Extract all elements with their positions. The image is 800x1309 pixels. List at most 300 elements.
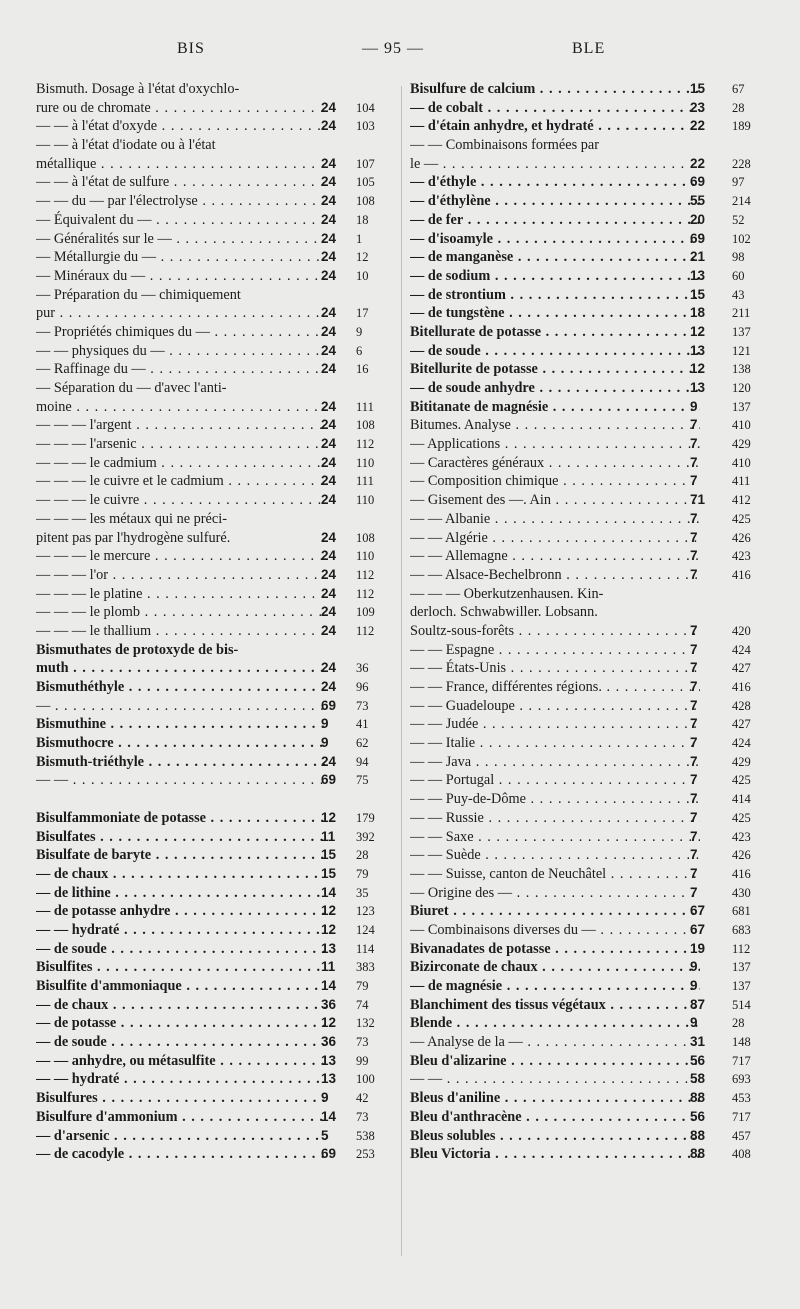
volume-number: 7 [690, 884, 698, 900]
volume-number: 24 [321, 454, 337, 470]
volume-number: 7 [690, 679, 698, 694]
index-entry [410, 1052, 770, 1071]
page-reference: 10 [356, 268, 369, 283]
entry-text: — Origine des — . . . [410, 884, 700, 903]
index-entry [36, 715, 396, 734]
volume-number: 13 [321, 940, 337, 956]
index-entry [36, 846, 396, 865]
page-header [0, 40, 800, 64]
volume-number: 7 [690, 622, 698, 638]
entry-text: moine . . . [36, 398, 326, 417]
page-reference: 457 [732, 1128, 751, 1143]
volume-number: 56 [690, 1108, 706, 1124]
volume-number: 69 [321, 697, 337, 713]
entry-text: — — hydraté . . . [36, 921, 326, 940]
entry-text: — — du — par l'électrolyse . . . [36, 192, 326, 211]
entry-text: pitent pas par l'hydrogène sulfuré. [36, 529, 231, 546]
volume-number: 22 [690, 118, 706, 134]
entry-text: muth . . . [36, 659, 326, 678]
entry-text: — Généralités sur le — . . . [36, 230, 326, 249]
page-reference: 211 [732, 306, 751, 321]
page-reference: 717 [732, 1109, 751, 1124]
page-reference: 137 [732, 979, 751, 993]
page-reference: 67 [732, 82, 745, 96]
page-reference: 35 [356, 885, 369, 900]
entry-text: — Applications . . . [410, 435, 700, 454]
volume-number: 71 [690, 492, 706, 508]
index-entry [36, 267, 396, 286]
page-reference: 18 [356, 212, 369, 227]
volume-number: 7 [690, 529, 698, 545]
volume-number: 69 [321, 1146, 337, 1162]
page-reference: 137 [732, 324, 751, 339]
entry-text: — — — l'arsenic . . . [36, 435, 326, 454]
volume-number: 20 [690, 211, 706, 227]
volume-number: 24 [321, 753, 337, 769]
index-entry [36, 585, 396, 604]
page-reference: 453 [732, 1091, 751, 1106]
entry-text: — Minéraux du — . . . [36, 267, 326, 286]
entry-text: Bisulfate de baryte . . . [36, 846, 326, 865]
volume-number: 58 [690, 1071, 706, 1087]
index-entry [410, 641, 770, 660]
entry-text: — — Italie . . . [410, 734, 700, 753]
index-entry [36, 416, 396, 435]
index-entry [36, 902, 396, 921]
index-entry [410, 902, 770, 921]
volume-number: 24 [321, 361, 337, 377]
volume-number: 24 [321, 155, 337, 171]
entry-text: — Raffinage du — . . . [36, 360, 326, 379]
volume-number: 7 [690, 454, 698, 470]
volume-number: 24 [321, 604, 337, 620]
volume-number: 12 [690, 361, 706, 377]
volume-number: 9 [690, 398, 698, 414]
index-entry [410, 1108, 770, 1127]
volume-number: 14 [321, 884, 337, 900]
page-reference: 12 [356, 250, 369, 265]
entry-text: — — — l'or . . . [36, 566, 326, 585]
index-entry [410, 771, 770, 790]
page-reference: 425 [732, 511, 751, 526]
index-entry [410, 99, 770, 118]
entry-text: — de cobalt . . . [410, 99, 700, 118]
index-entry [36, 996, 396, 1015]
entry-text: — — Suède . . . [410, 846, 700, 865]
volume-number: 24 [321, 679, 337, 694]
index-entry [410, 454, 770, 473]
entry-text: — Séparation du — d'avec l'anti- [36, 380, 227, 396]
index-entry [410, 996, 770, 1015]
page-reference: 137 [732, 960, 751, 975]
page-reference: 73 [356, 698, 369, 713]
volume-number: 19 [690, 940, 706, 956]
entry-text: — d'isoamyle . . . [410, 230, 700, 249]
index-entry [410, 734, 770, 753]
index-entry [36, 454, 396, 473]
entry-text: — de cacodyle . . . [36, 1145, 326, 1164]
page-reference: 137 [732, 399, 751, 414]
entry-text: — Combinaisons diverses du — . . . [410, 921, 700, 940]
page-reference: 132 [356, 1016, 375, 1031]
volume-number: 55 [690, 193, 706, 209]
page-reference: 538 [356, 1128, 375, 1143]
index-entry [36, 1145, 396, 1164]
index-entry [36, 360, 396, 379]
page-reference: 416 [732, 680, 751, 694]
volume-number: 56 [690, 1052, 706, 1068]
index-entry [410, 80, 770, 99]
volume-number: 7 [690, 641, 698, 657]
page-reference: 179 [356, 810, 375, 825]
entry-text: — — — Oberkutzenhausen. Kin- [410, 585, 604, 602]
index-entry [36, 192, 396, 211]
index-entry [36, 117, 396, 136]
index-entry [36, 809, 396, 828]
index-entry [410, 192, 770, 211]
page-reference: 108 [356, 418, 375, 433]
page-reference: 410 [732, 418, 751, 433]
entry-text: — — Puy-de-Dôme . . . [410, 790, 700, 809]
volume-number: 7 [690, 772, 698, 788]
volume-number: 7 [690, 735, 698, 751]
volume-number: 9 [321, 1090, 329, 1106]
page-reference: 79 [356, 979, 369, 993]
index-entry [36, 641, 396, 660]
index-entry [36, 566, 396, 585]
volume-number: 15 [321, 865, 337, 881]
column-divider [401, 86, 402, 1256]
volume-number: 24 [321, 436, 337, 452]
index-entry [410, 1089, 770, 1108]
volume-number: 36 [321, 1034, 337, 1050]
volume-number: 13 [690, 380, 706, 395]
index-entry [36, 659, 396, 678]
entry-text: — de potasse anhydre . . . [36, 902, 326, 921]
volume-number: 12 [690, 323, 706, 339]
volume-number: 13 [321, 1071, 337, 1087]
entry-text: Bleu d'alizarine . . . [410, 1052, 700, 1071]
page-reference: 424 [732, 642, 751, 657]
entry-text: — — . . . [36, 771, 326, 790]
index-entry [36, 697, 396, 716]
entry-text: — — Allemagne . . . [410, 547, 700, 566]
page-reference: 74 [356, 997, 369, 1012]
page-reference: 683 [732, 922, 751, 937]
entry-text: Blende . . . [410, 1014, 700, 1033]
volume-number: 7 [690, 566, 698, 582]
page-reference: 124 [356, 922, 375, 937]
index-entry [410, 342, 770, 361]
volume-number: 24 [321, 267, 337, 283]
page-reference: 214 [732, 194, 751, 209]
volume-number: 24 [321, 174, 337, 190]
page-reference: 138 [732, 362, 751, 377]
entry-text: — Composition chimique . . . [410, 472, 700, 491]
index-entry [36, 1033, 396, 1052]
page-reference: 416 [732, 866, 751, 881]
page-reference: 96 [356, 680, 369, 694]
index-entry [410, 566, 770, 585]
page-reference: 98 [732, 250, 745, 265]
entry-text: — — Saxe . . . [410, 828, 700, 847]
volume-number: 24 [321, 342, 337, 358]
entry-text: — — — le plomb . . . [36, 603, 326, 622]
entry-text: pur . . . [36, 304, 326, 323]
volume-number: 88 [690, 1127, 706, 1143]
index-entry [410, 398, 770, 417]
index-entry [36, 828, 396, 847]
volume-number: 88 [690, 1146, 706, 1162]
page-reference: 60 [732, 268, 745, 283]
index-entry [36, 1052, 396, 1071]
page-reference: 108 [356, 530, 375, 545]
page-reference: 112 [356, 623, 375, 638]
entry-text: — de fer . . . [410, 211, 700, 230]
page-reference: 427 [732, 717, 751, 732]
volume-number: 13 [690, 267, 706, 283]
entry-text: — — Espagne . . . [410, 641, 700, 660]
index-entry [410, 585, 770, 604]
index-entry [36, 678, 396, 697]
entry-text: — — Alsace-Bechelbronn . . . [410, 566, 700, 585]
page-reference: 123 [356, 904, 375, 919]
spacer [36, 790, 396, 809]
volume-number: 24 [321, 585, 337, 601]
entry-text: — — États-Unis . . . [410, 659, 700, 678]
index-entry [410, 248, 770, 267]
page-reference: 681 [732, 904, 751, 919]
index-entry [36, 80, 396, 99]
volume-number: 12 [321, 809, 337, 825]
page-reference: 424 [732, 736, 751, 751]
index-entry [410, 884, 770, 903]
entry-text: Bitumes. Analyse . . . [410, 416, 700, 435]
page-reference: 9 [356, 324, 363, 339]
index-entry [410, 1070, 770, 1089]
volume-number: 24 [321, 548, 337, 564]
entry-text: Bisulfates . . . [36, 828, 326, 847]
entry-text: — — Algérie . . . [410, 529, 700, 548]
index-entry [36, 491, 396, 510]
entry-text: — de soude . . . [410, 342, 700, 361]
volume-number: 9 [690, 959, 698, 975]
page-reference: 253 [356, 1147, 375, 1162]
page-reference: 414 [732, 792, 751, 807]
page-reference: 429 [732, 754, 751, 769]
index-entry [36, 940, 396, 959]
index-entry [36, 136, 396, 155]
index-entry [410, 1127, 770, 1146]
index-entry [36, 884, 396, 903]
entry-text: — Caractères généraux . . . [410, 454, 700, 473]
page-reference: 112 [356, 437, 375, 452]
volume-number: 67 [690, 921, 706, 937]
page-reference: 693 [732, 1072, 751, 1087]
entry-text: Blanchiment des tissus végétaux . . . [410, 996, 700, 1015]
entry-text: Bleu Victoria . . . [410, 1145, 700, 1164]
volume-number: 15 [690, 286, 706, 302]
volume-number: 9 [690, 1015, 698, 1031]
entry-text: Bisulfammoniate de potasse . . . [36, 809, 326, 828]
entry-text: — d'étain anhydre, et hydraté . . . [410, 117, 700, 136]
page-reference: 105 [356, 175, 375, 190]
page-reference: 42 [356, 1091, 369, 1106]
page-reference: 425 [732, 773, 751, 788]
entry-text: — — . . . [410, 1070, 700, 1089]
entry-text: — . . . [36, 697, 326, 716]
entry-text: — — — le mercure . . . [36, 547, 326, 566]
volume-number: 7 [690, 473, 698, 489]
index-entry [410, 603, 770, 622]
entry-text: Bisulfites . . . [36, 958, 326, 977]
page-reference: 423 [732, 549, 751, 564]
volume-number: 11 [321, 959, 336, 975]
page-reference: 416 [732, 567, 751, 582]
index-entry [410, 472, 770, 491]
volume-number: 24 [321, 99, 337, 115]
entry-text: Bisulfures . . . [36, 1089, 326, 1108]
volume-number: 7 [690, 660, 698, 676]
entry-text: — de manganèse . . . [410, 248, 700, 267]
volume-number: 24 [321, 492, 337, 508]
entry-text: — — — les métaux qui ne préci- [36, 510, 227, 527]
page-reference: 114 [356, 941, 375, 956]
page-reference: 392 [356, 829, 375, 844]
entry-text: — — anhydre, ou métasulfite . . . [36, 1052, 326, 1071]
index-entry [410, 659, 770, 678]
volume-number: 7 [690, 697, 698, 713]
page-number: — 95 — [362, 40, 424, 57]
page-reference: 97 [732, 175, 745, 190]
entry-text: — — Russie . . . [410, 809, 700, 828]
entry-text: — — — le cuivre et le cadmium . . . [36, 472, 326, 491]
index-entry [410, 753, 770, 772]
entry-text: le — . . . [410, 155, 700, 174]
index-entry [36, 977, 396, 996]
volume-number: 69 [690, 174, 706, 190]
page-reference: 514 [732, 997, 751, 1012]
volume-number: 7 [690, 828, 698, 844]
volume-number: 24 [321, 323, 337, 339]
index-entry [410, 921, 770, 940]
volume-number: 69 [321, 772, 337, 788]
entry-text: Bleu d'anthracène . . . [410, 1108, 700, 1127]
entry-text: — de soude . . . [36, 1033, 326, 1052]
volume-number: 18 [690, 305, 706, 321]
page-reference: 408 [732, 1147, 751, 1162]
volume-number: 14 [321, 978, 337, 993]
entry-text: — — — le platine . . . [36, 585, 326, 604]
index-entry [410, 211, 770, 230]
entry-text: Bizirconate de chaux . . . [410, 958, 700, 977]
index-entry [36, 1089, 396, 1108]
index-entry [36, 211, 396, 230]
entry-text: Soultz-sous-forêts . . . [410, 622, 700, 641]
volume-number: 36 [321, 996, 337, 1012]
entry-text: — d'éthyle . . . [410, 173, 700, 192]
index-entry [410, 136, 770, 155]
page-reference: 189 [732, 119, 751, 134]
index-entry [36, 342, 396, 361]
volume-number: 9 [690, 978, 698, 993]
volume-number: 24 [321, 398, 337, 414]
page-reference: 94 [356, 754, 369, 769]
index-entry [36, 921, 396, 940]
index-entry [410, 940, 770, 959]
entry-text: — Gisement des —. Ain . . . [410, 491, 700, 510]
volume-number: 9 [321, 716, 329, 732]
volume-number: 24 [321, 529, 337, 545]
index-entry [36, 771, 396, 790]
page-reference: 110 [356, 455, 375, 470]
page-reference: 428 [732, 698, 751, 713]
entry-text: — de chaux . . . [36, 865, 326, 884]
volume-number: 24 [321, 660, 337, 676]
entry-text: Bisulfure d'ammonium . . . [36, 1108, 326, 1127]
entry-text: — de strontium . . . [410, 286, 700, 305]
index-entry [410, 958, 770, 977]
index-entry [410, 622, 770, 641]
volume-number: 67 [690, 903, 706, 919]
entry-text: — — Combinaisons formées par [410, 137, 600, 154]
entry-text: — — Java . . . [410, 753, 700, 772]
volume-number: 31 [690, 1034, 706, 1050]
index-entry [410, 155, 770, 174]
index-entry [36, 510, 396, 529]
page-reference: 28 [356, 848, 369, 863]
index-entry [36, 547, 396, 566]
volume-number: 13 [690, 342, 706, 358]
index-entry [410, 267, 770, 286]
header-left: BIS [177, 40, 205, 57]
page-reference: 412 [732, 493, 751, 508]
volume-number: 69 [690, 230, 706, 246]
entry-text: — — Judée . . . [410, 715, 700, 734]
index-entry [410, 379, 770, 398]
index-entry [410, 510, 770, 529]
entry-text: — — Portugal . . . [410, 771, 700, 790]
entry-text: Biuret . . . [410, 902, 700, 921]
page-reference: 28 [732, 100, 745, 115]
entry-text: Bismuthates de protoxyde de bis- [36, 641, 239, 658]
page-reference: 107 [356, 156, 375, 171]
page-reference: 52 [732, 212, 745, 227]
page-reference: 429 [732, 437, 751, 452]
index-entry [410, 846, 770, 865]
entry-text: Bititanate de magnésie . . . [410, 398, 700, 417]
page-reference: 110 [356, 493, 375, 508]
entry-text: rure ou de chromate . . . [36, 99, 326, 118]
index-entry [410, 230, 770, 249]
entry-text: Bismuthine . . . [36, 715, 326, 734]
page-reference: 75 [356, 773, 369, 788]
volume-number: 5 [321, 1127, 329, 1143]
index-entry [36, 622, 396, 641]
entry-text: — — à l'état d'iodate ou à l'état [36, 137, 216, 154]
volume-number: 87 [690, 996, 706, 1012]
volume-number: 21 [690, 249, 706, 265]
volume-number: 24 [321, 230, 337, 246]
entry-text: — — France, différentes régions. . . . [410, 678, 700, 697]
index-entry [410, 173, 770, 192]
volume-number: 24 [321, 118, 337, 134]
index-entry [410, 1033, 770, 1052]
page-reference: 36 [356, 661, 369, 676]
index-entry [410, 435, 770, 454]
volume-number: 11 [321, 828, 336, 844]
entry-text: — Métallurgie du — . . . [36, 248, 326, 267]
